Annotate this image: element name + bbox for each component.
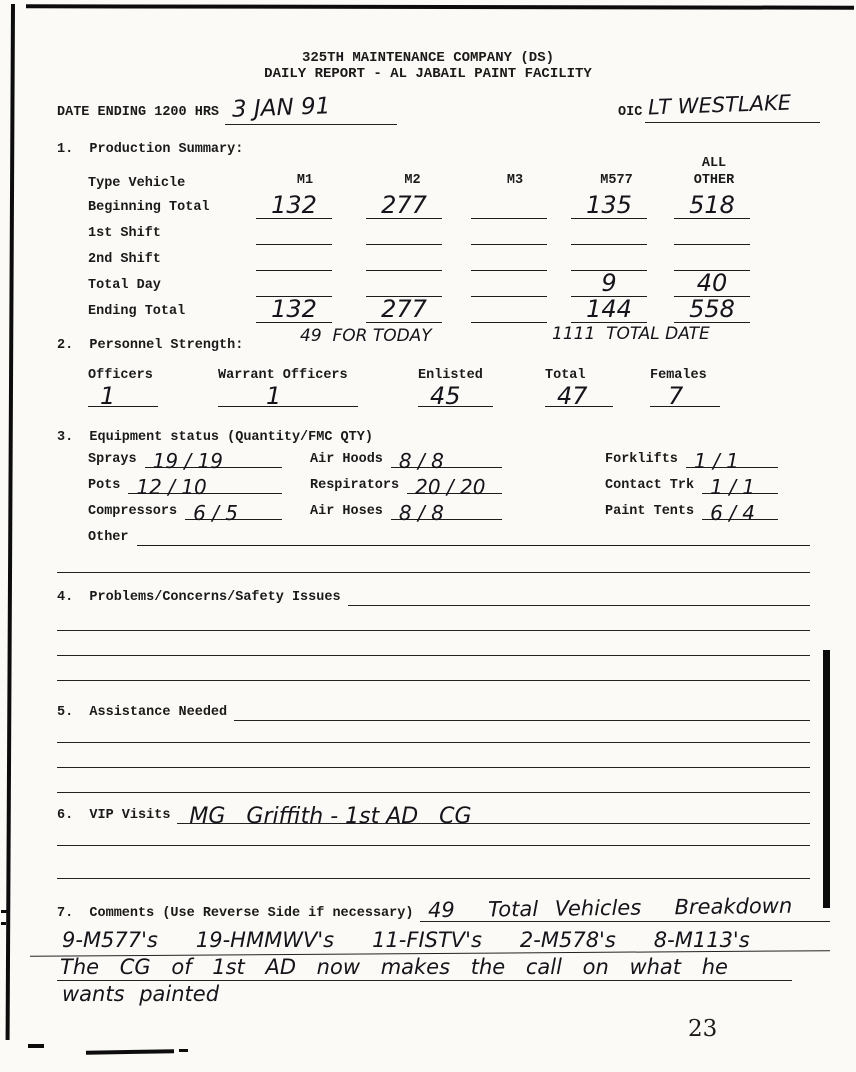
scan-dash-bottom-2 [86, 1049, 174, 1055]
production-cell [465, 196, 565, 222]
column-header-m2: M2 [404, 173, 421, 188]
production-cell [360, 248, 465, 274]
column-header-other: OTHER [693, 173, 735, 188]
equipment-label: Forklifts [605, 452, 678, 467]
production-cell: 9 [565, 274, 668, 300]
blank-line [348, 590, 810, 606]
column-header-m1: M1 [296, 173, 314, 188]
form-title: 325TH MAINTENANCE COMPANY (DS) [301, 50, 555, 66]
page-number: 23 [688, 1016, 718, 1042]
production-cell [465, 300, 565, 326]
section-6-row [57, 804, 810, 829]
field-label: Enlisted [418, 368, 483, 383]
scan-speck-left-1 [1, 910, 7, 913]
equipment-value: 19 / 19 [152, 449, 223, 473]
blank-line [57, 630, 810, 631]
oic-underline [645, 122, 820, 123]
blank-line [234, 705, 810, 721]
section-5-heading: 5. Assistance Needed [57, 705, 228, 720]
equipment-value: 8 / 8 [398, 501, 444, 525]
blank-line [57, 792, 810, 793]
equipment-label: Pots [88, 478, 121, 493]
column-header-type-vehicle: Type Vehicle [88, 176, 186, 191]
production-cell: 277 [360, 300, 465, 326]
scan-edge-left [6, 4, 15, 1040]
equipment-item-other [88, 530, 810, 546]
equipment-item-air-hoods [310, 449, 502, 473]
blank-line [57, 878, 810, 879]
blank-line [57, 680, 810, 681]
equipment-value: 1 / 1 [693, 449, 739, 473]
production-cell [465, 274, 565, 300]
personnel-field-warrant-officers [218, 368, 358, 410]
field-value: 45 [430, 382, 461, 410]
section-6-heading: 6. VIP Visits [57, 808, 171, 823]
production-cell [250, 248, 360, 274]
scan-bar-right [823, 650, 830, 908]
scan-edge-top [26, 4, 854, 9]
date-label: DATE ENDING 1200 HRS [57, 105, 220, 120]
personnel-field-total [545, 368, 613, 410]
vip-line [177, 804, 810, 829]
personnel-field-enlisted [418, 368, 493, 410]
production-row-label: Beginning Total [88, 200, 210, 215]
production-row-label: 2nd Shift [88, 252, 161, 267]
equipment-label: Compressors [88, 504, 178, 519]
field-label: Females [650, 368, 707, 383]
personnel-note-today: 49 FOR TODAY [300, 326, 432, 346]
form-subtitle: DAILY REPORT - AL JABAIL PAINT FACILITY [264, 66, 592, 82]
blank-line [57, 767, 810, 768]
production-cell [250, 222, 360, 248]
production-cell [360, 222, 465, 248]
scan-speck-left-2 [1, 922, 6, 925]
production-cell: 132 [250, 196, 360, 222]
equipment-label: Paint Tents [605, 504, 695, 519]
equipment-value: 6 / 4 [710, 501, 756, 525]
equipment-item-compressors [88, 501, 282, 525]
equipment-item-sprays [88, 449, 282, 473]
section-4-row [57, 590, 810, 606]
equipment-item-pots [88, 475, 282, 499]
comment-line-3: The CG of 1st AD now makes the call on what he [60, 955, 728, 979]
section-1-heading: 1. Production Summary: [57, 142, 244, 157]
equipment-label: Other [88, 530, 129, 545]
column-header-m577: M577 [600, 173, 633, 188]
equipment-item-forklifts [605, 449, 778, 473]
production-cell [565, 222, 668, 248]
section-7-heading: 7. Comments (Use Reverse Side if necessary) [57, 906, 414, 921]
field-label: Total [545, 368, 586, 383]
blank-line [57, 572, 810, 573]
production-cell: 40 [668, 274, 760, 300]
production-cell: 135 [565, 196, 668, 222]
equipment-value: 8 / 8 [398, 449, 444, 473]
equipment-item-contact-trk [605, 475, 778, 499]
equipment-label: Respirators [310, 478, 400, 493]
blank-line [57, 655, 810, 656]
equipment-label: Air Hoods [310, 452, 383, 467]
field-value: 1 [100, 382, 116, 410]
blank-line [57, 845, 810, 846]
production-cell: 144 [565, 300, 668, 326]
comment-line-2: 9-M577's 19-HMMWV's 11-FISTV's 2-M578's 8-M113's [62, 928, 750, 952]
equipment-value: 1 / 1 [710, 475, 756, 499]
field-value: 47 [557, 382, 588, 410]
section-2-heading: 2. Personnel Strength: [57, 338, 244, 353]
equipment-value: 12 / 10 [136, 475, 207, 499]
production-cell [465, 248, 565, 274]
equipment-value: 6 / 5 [193, 501, 239, 525]
comment-line-4: wants painted [62, 982, 220, 1006]
production-cell: 277 [360, 196, 465, 222]
personnel-field-females [650, 368, 720, 410]
field-label: Officers [88, 368, 153, 383]
production-table [88, 170, 760, 326]
production-cell: 558 [668, 300, 760, 326]
section-3-heading: 3. Equipment status (Quantity/FMC QTY) [57, 430, 373, 445]
equipment-label: Sprays [88, 452, 137, 467]
production-cell: 132 [250, 300, 360, 326]
date-value: 3 JAN 91 [231, 93, 331, 123]
oic-value: LT WESTLAKE [647, 90, 792, 120]
section-5-row [57, 705, 810, 721]
personnel-note-total: 1111 TOTAL DATE [552, 324, 710, 344]
equipment-label: Air Hoses [310, 504, 383, 519]
production-cell [465, 222, 565, 248]
equipment-label: Contact Trk [605, 478, 695, 493]
production-row-label: Total Day [88, 278, 161, 293]
section-4-heading: 4. Problems/Concerns/Safety Issues [57, 590, 341, 605]
field-label: Warrant Officers [218, 368, 348, 383]
comment-line-1: 49 Total Vehicles Breakdown [427, 893, 793, 923]
equipment-item-air-hoses [310, 501, 502, 525]
personnel-field-officers [88, 368, 158, 410]
equipment-item-respirators [310, 475, 502, 499]
production-cell [668, 222, 760, 248]
production-row-label: 1st Shift [88, 226, 161, 241]
scan-dash-bottom-3 [179, 1049, 188, 1052]
scan-dash-bottom-1 [28, 1044, 44, 1048]
column-header-all: ALL [701, 156, 727, 171]
production-row-label: Ending Total [88, 304, 186, 319]
comment-underline [57, 980, 792, 981]
vip-value: MG Griffith - 1st AD CG [189, 804, 472, 829]
field-value: 7 [668, 382, 684, 410]
field-value: 1 [266, 382, 282, 410]
equipment-value: 20 / 20 [415, 475, 486, 499]
column-header-m3: M3 [506, 173, 524, 188]
production-cell: 518 [668, 196, 760, 222]
blank-line [57, 742, 810, 743]
equipment-item-paint-tents [605, 501, 778, 525]
oic-label: OIC [618, 105, 643, 120]
date-underline [225, 124, 397, 125]
